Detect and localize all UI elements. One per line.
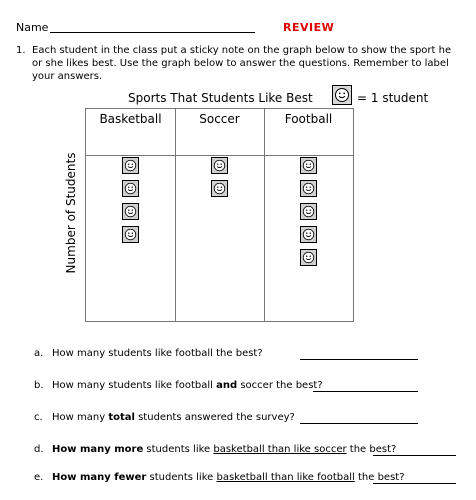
question-label: b. <box>34 380 44 391</box>
smiley-face-icon <box>213 182 226 195</box>
question-text-part: basketball than like football <box>216 472 355 483</box>
instructions-text: Each student in the class put a sticky note on the graph below to show the sport he or she likes best. Use the graph below to answer the questions. Remember to label your answers. <box>32 45 452 82</box>
question-label: d. <box>34 444 44 455</box>
question-text <box>52 348 263 359</box>
instructions <box>16 44 456 82</box>
question-number: 1. <box>16 45 26 56</box>
question-label: a. <box>34 348 44 359</box>
question-text <box>52 412 295 423</box>
smiley-face-icon <box>124 228 137 241</box>
question-text-part: and <box>216 380 238 391</box>
smiley-face-icon <box>124 205 137 218</box>
question-text-part: students like <box>143 444 214 455</box>
question-text-part: How many students like football <box>52 380 217 391</box>
sticky-note <box>300 226 317 243</box>
sticky-note <box>211 157 228 174</box>
question-text-part: How many fewer <box>52 472 147 483</box>
question-text-part: the best? <box>354 472 405 483</box>
question-text-part: students answered the survey? <box>134 412 295 423</box>
y-axis-label: Number of Students <box>64 152 78 274</box>
smiley-face-icon <box>213 159 226 172</box>
legend-key-box <box>332 85 352 105</box>
question-text-part: How many more <box>52 444 144 455</box>
category-label-football: Football <box>284 112 333 126</box>
answer-line[interactable] <box>373 455 456 456</box>
smiley-face-icon <box>302 251 315 264</box>
question-text-part: soccer the best? <box>237 380 323 391</box>
smiley-face-icon <box>302 205 315 218</box>
category-label-soccer: Soccer <box>199 112 240 126</box>
sticky-note <box>300 249 317 266</box>
chart-title: Sports That Students Like Best <box>128 91 313 105</box>
question-text-part: How many <box>52 412 109 423</box>
smiley-face-icon <box>334 87 350 103</box>
legend-key-text: = 1 student <box>357 91 429 105</box>
question-text <box>52 444 396 455</box>
sticky-note <box>122 203 139 220</box>
sticky-note <box>122 180 139 197</box>
answer-line[interactable] <box>300 359 418 360</box>
sticky-note <box>122 157 139 174</box>
sticky-note <box>300 180 317 197</box>
question-label: e. <box>34 472 44 483</box>
sticky-note <box>300 157 317 174</box>
sticky-note <box>122 226 139 243</box>
column-divider <box>264 109 265 321</box>
sticky-note <box>300 203 317 220</box>
name-answer-line[interactable] <box>50 32 255 33</box>
review-heading: REVIEW <box>283 21 335 34</box>
question-text-part: total <box>108 412 135 423</box>
question-text <box>52 472 405 483</box>
smiley-face-icon <box>124 182 137 195</box>
answer-line[interactable] <box>373 483 456 484</box>
sticky-note <box>211 180 228 197</box>
question-text-part: the best? <box>346 444 397 455</box>
smiley-face-icon <box>124 159 137 172</box>
question-text <box>52 380 323 391</box>
smiley-face-icon <box>302 159 315 172</box>
pictograph-grid <box>85 108 354 322</box>
answer-line[interactable] <box>313 391 418 392</box>
column-divider <box>175 109 176 321</box>
header-divider <box>86 155 353 156</box>
question-text-part: basketball than like soccer <box>213 444 347 455</box>
question-text-part: students like <box>146 472 217 483</box>
question-text-part: How many students like football the best? <box>52 348 263 359</box>
answer-line[interactable] <box>300 423 418 424</box>
smiley-face-icon <box>302 228 315 241</box>
smiley-face-icon <box>302 182 315 195</box>
question-label: c. <box>34 412 43 423</box>
name-label: Name <box>16 21 49 34</box>
category-label-basketball: Basketball <box>99 112 162 126</box>
